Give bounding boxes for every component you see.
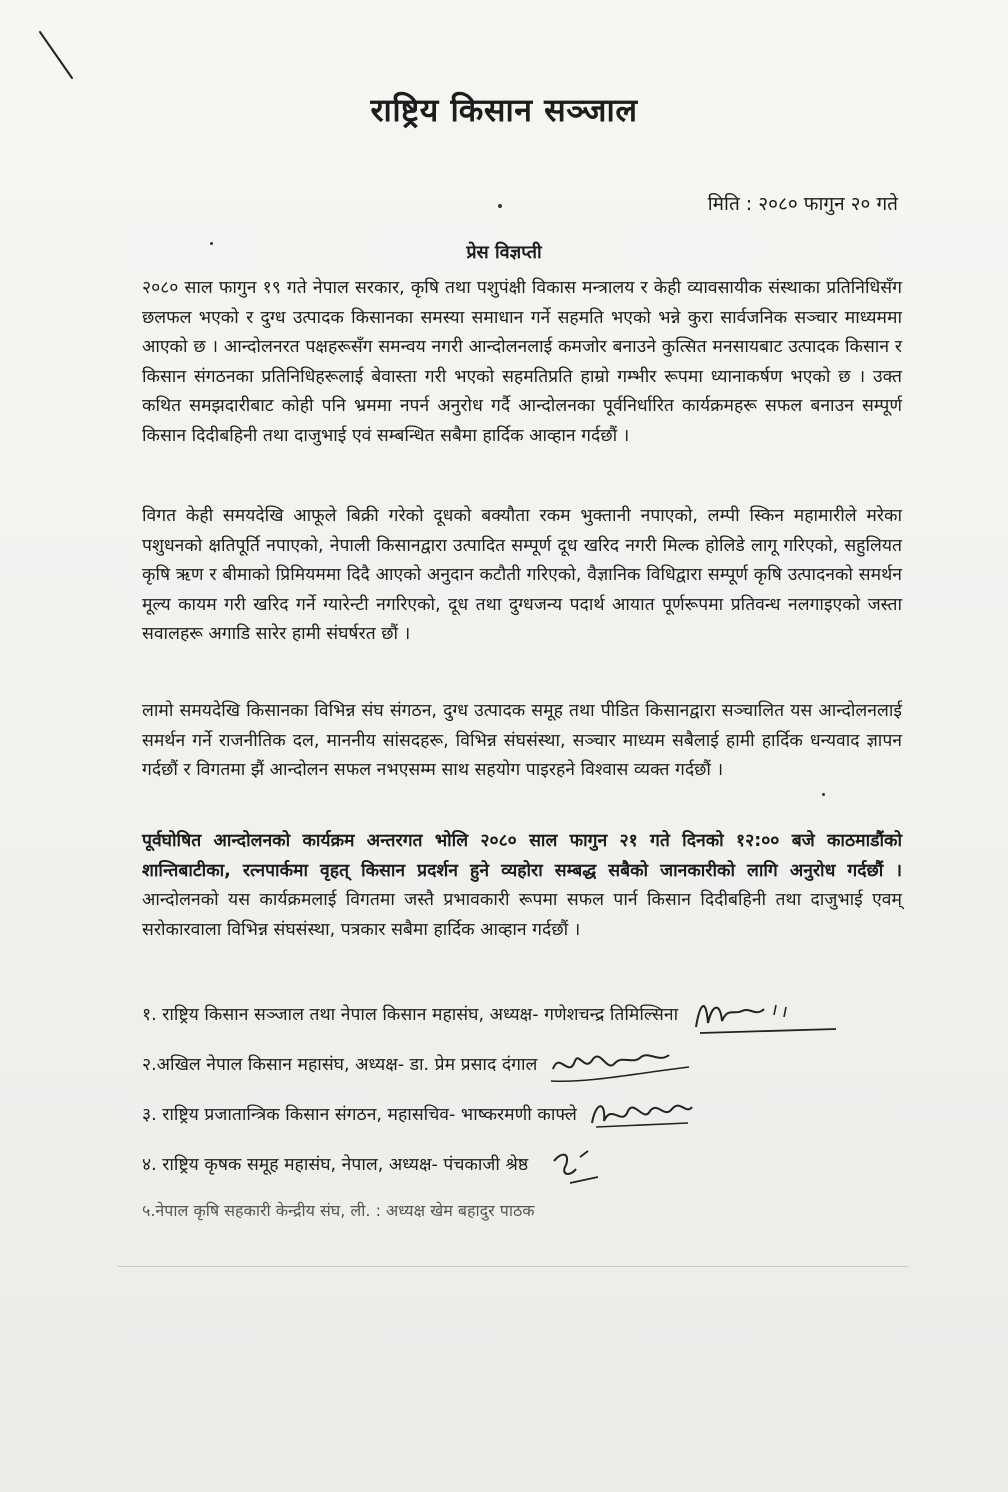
signatory-list — [142, 990, 942, 1230]
ink-speck — [498, 204, 502, 208]
signatory-row — [142, 990, 942, 1040]
signatory-row — [142, 1040, 942, 1090]
handwritten-signature — [549, 1043, 699, 1087]
signatory-row — [142, 1190, 942, 1230]
handwritten-signature — [540, 1143, 630, 1187]
signatory-text: ३. राष्ट्रिय प्रजातान्त्रिक किसान संगठन, महासचिव- भाष्करमणी काफ्ले — [142, 1105, 577, 1125]
pen-stroke-mark — [38, 30, 76, 82]
signatory-text: २.अखिल नेपाल किसान महासंघ, अध्यक्ष- डा. प्रेम प्रसाद दंगाल — [142, 1055, 538, 1075]
bottom-divider — [118, 1266, 908, 1267]
final-paragraph-rest: आन्दोलनको यस कार्यक्रमलाई विगतमा जस्तै प्रभावकारी रूपमा सफल पार्न किसान दिदीबहिनी तथा दाजुभाई एवम् सरोकारवाला विभिन्न संघसंस्था, पत्रकार सबैमा हार्दिक आव्हान गर्दछौं । — [142, 890, 902, 940]
ink-speck — [822, 793, 825, 796]
document-date: मिति : २०८० फागुन २० गते — [707, 193, 898, 215]
final-paragraph — [142, 827, 902, 945]
signatory-text: ५.नेपाल कृषि सहकारी केन्द्रीय संघ, ली. : अध्यक्ष खेम बहादुर पाठक — [142, 1200, 535, 1220]
signatory-row — [142, 1090, 942, 1140]
handwritten-signature — [690, 993, 840, 1037]
document-title: राष्ट्रिय किसान सञ्जाल — [370, 91, 638, 129]
signatory-row — [142, 1140, 942, 1190]
body-paragraph: २०८० साल फागुन १९ गते नेपाल सरकार, कृषि तथा पशुपंक्षी विकास मन्त्रालय र केही व्यावसायीक संस्थाका प्रतिनिधिसँग छलफल भएको र दुग्ध उत्पादक किसानका समस्या समाधान गर्ने सहमति भएको भन्ने कुरा सार्वजनिक सञ्चार माध्यममा आएको छ । आन्दोलनरत पक्षहरूसँग समन्वय नगरी आन्दोलनलाई कमजोर बनाउने कुत्सित मनसायबाट उत्पादक किसान र किसान संगठनका प्रतिनिधिहरूलाई बेवास्ता गरी भएको सहमतिप्रति हाम्रो गम्भीर रूपमा ध्यानाकर्षण भएको छ । उक्त कथित समझदारीबाट कोही पनि भ्रममा नपर्न अनुरोध गर्दै आन्दोलनका पूर्वनिर्धारित कार्यक्रमहरू सफल बनाउन सम्पूर्ण किसान दिदीबहिनी तथा दाजुभाई एवं सम्बन्धित सबैमा हार्दिक आव्हान गर्दछौं । — [142, 278, 902, 446]
signatory-text: १. राष्ट्रिय किसान सञ्जाल तथा नेपाल किसान महासंघ, अध्यक्ष- गणेशचन्द्र तिमिल्सिना — [142, 1005, 679, 1025]
body-paragraph: विगत केही समयदेखि आफूले बिक्री गरेको दूधको बक्यौता रकम भुक्तानी नपाएको, लम्पी स्किन महामारीले मरेका पशुधनको क्षतिपूर्ति नपाएको, नेपाली किसानद्वारा उत्पादित सम्पूर्ण दूध खरिद नगरी मिल्क होलिडे लागू गरिएको, सहुलियत कृषि ऋण र बीमाको प्रिमियममा दिदै आएको अनुदान कटौती गरिएको, वैज्ञानिक विधिद्वारा सम्पूर्ण कृषि उत्पादनको समर्थन मूल्य कायम गरी खरिद गर्ने ग्यारेन्टी नगरिएको, दूध तथा दुग्धजन्य पदार्थ आयात पूर्णरूपमा प्रतिवन्ध नलगाइएको जस्ता सवालहरू अगाडि सारेर हामी संघर्षरत छौं । — [142, 506, 902, 644]
body-paragraph: लामो समयदेखि किसानका विभिन्न संघ संगठन, दुग्ध उत्पादक समूह तथा पीडित किसानद्वारा सञ्चालित यस आन्दोलनलाई समर्थन गर्ने राजनीतिक दल, माननीय सांसदहरू, विभिन्न संघसंस्था, सञ्चार माध्यम सबैलाई हामी हार्दिक धन्यवाद ज्ञापन गर्दछौं र विगतमा झैं आन्दोलन सफल नभएसम्म साथ सहयोग पाइरहने विश्वास व्यक्त गर्दछौं । — [142, 701, 902, 780]
signatory-text: ४. राष्ट्रिय कृषक समूह महासंघ, नेपाल, अध्यक्ष- पंचकाजी श्रेष्ठ — [142, 1155, 529, 1175]
document-subject: प्रेस विज्ञप्ती — [466, 242, 542, 263]
final-paragraph-bold-lead: पूर्वघोषित आन्दोलनको कार्यक्रम अन्तरगत भोलि २०८० साल फागुन २१ गते दिनको १२:०० बजे काठमाडौंको शान्तिबाटीका, रत्नपार्कमा वृहत् किसान प्रदर्शन हुने व्यहोरा सम्बद्ध सबैको जानकारीको लागि अनुरोध गर्दछौं । — [142, 831, 902, 881]
handwritten-signature — [588, 1093, 738, 1137]
